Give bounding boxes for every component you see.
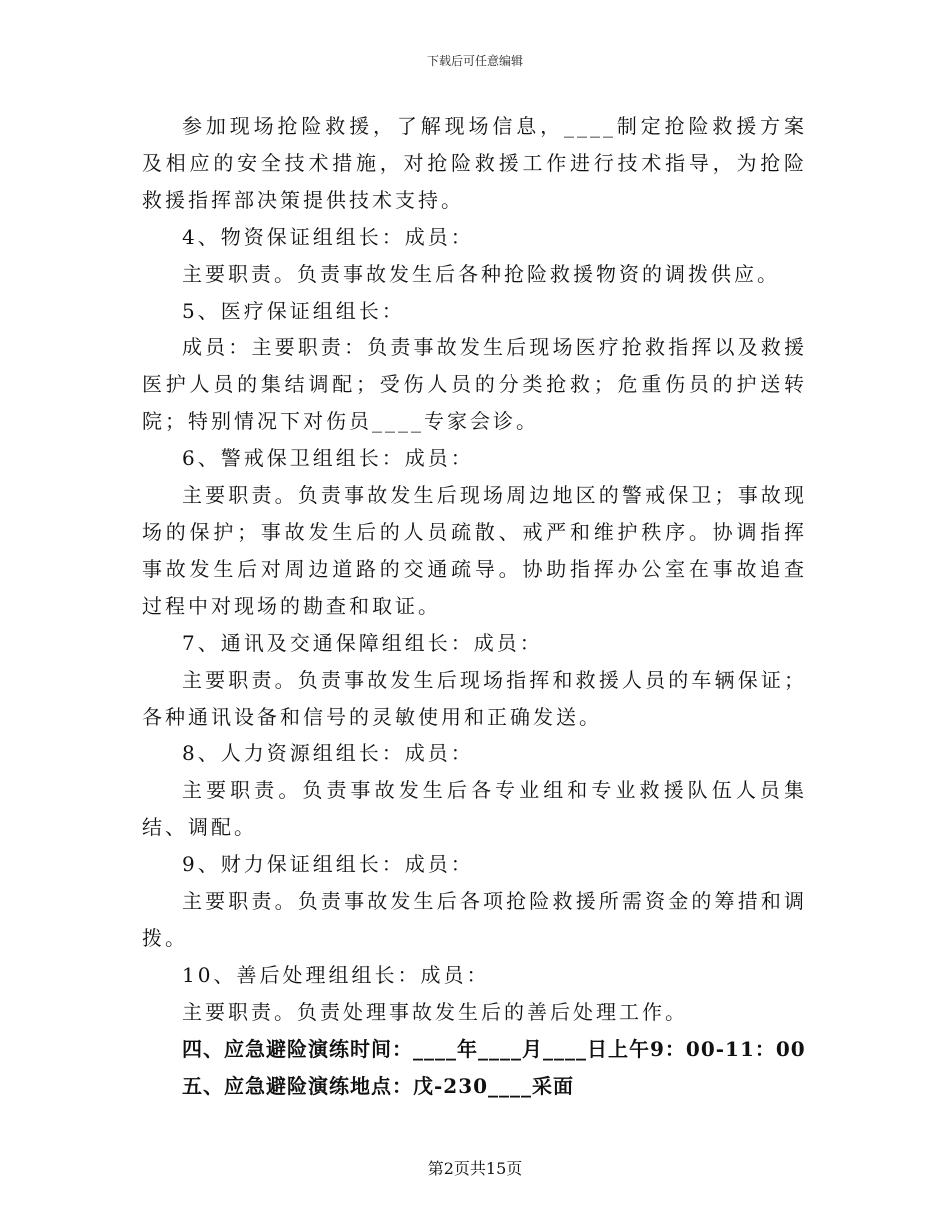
page-footer: 第2页共15页 (427, 1159, 523, 1178)
paragraph: 主要职责。负责事故发生后各项抢险救援所需资金的筹措和调拨。 (142, 889, 807, 950)
section-heading: 5、医疗保证组组长： (182, 298, 405, 323)
drill-time-heading: 四、应急避险演练时间：____年____月____日上午9：00-11：00 (182, 1036, 806, 1061)
section-heading: 10、善后处理组组长：成员： (182, 962, 490, 987)
page-header: 下载后可任意编辑 (426, 54, 523, 68)
section-heading: 4、物资保证组组长：成员： (182, 224, 474, 249)
section-heading: 7、通讯及交通保障组组长：成员： (182, 630, 543, 655)
document-body (142, 108, 807, 1104)
section-heading: 6、警戒保卫组组长：成员： (182, 446, 474, 471)
paragraph: 主要职责。负责事故发生后现场指挥和救援人员的车辆保证；各种通讯设备和信号的灵敏使用和正确发送。 (142, 667, 807, 729)
paragraph: 参加现场抢险救援，了解现场信息，____制定抢险救援方案及相应的安全技术措施，对抢险救援工作进行技术指导，为抢险救援指挥部决策提供技术支持。 (142, 114, 807, 212)
paragraph: 主要职责。负责事故发生后各种抢险救援物资的调拨供应。 (182, 261, 780, 286)
paragraph: 成员：主要职责：负责事故发生后现场医疗抢救指挥以及救援医护人员的集结调配；受伤人员的分类抢救；危重伤员的护送转院；特别情况下对伤员____专家会诊。 (142, 335, 807, 434)
paragraph: 主要职责。负责处理事故发生后的善后处理工作。 (182, 999, 688, 1024)
section-heading: 8、人力资源组组长：成员： (182, 741, 474, 766)
drill-location-heading: 五、应急避险演练地点：戊-230____采面 (182, 1073, 575, 1098)
paragraph: 主要职责。负责事故发生后各专业组和专业救援队伍人员集结、调配。 (142, 778, 807, 840)
section-heading: 9、财力保证组组长：成员： (182, 852, 474, 877)
paragraph: 主要职责。负责事故发生后现场周边地区的警戒保卫；事故现场的保护；事故发生后的人员疏散、戒严和维护秩序。协调指挥事故发生后对周边道路的交通疏导。协助指挥办公室在事故追查过程中对现场的勘查和取证。 (142, 483, 807, 618)
